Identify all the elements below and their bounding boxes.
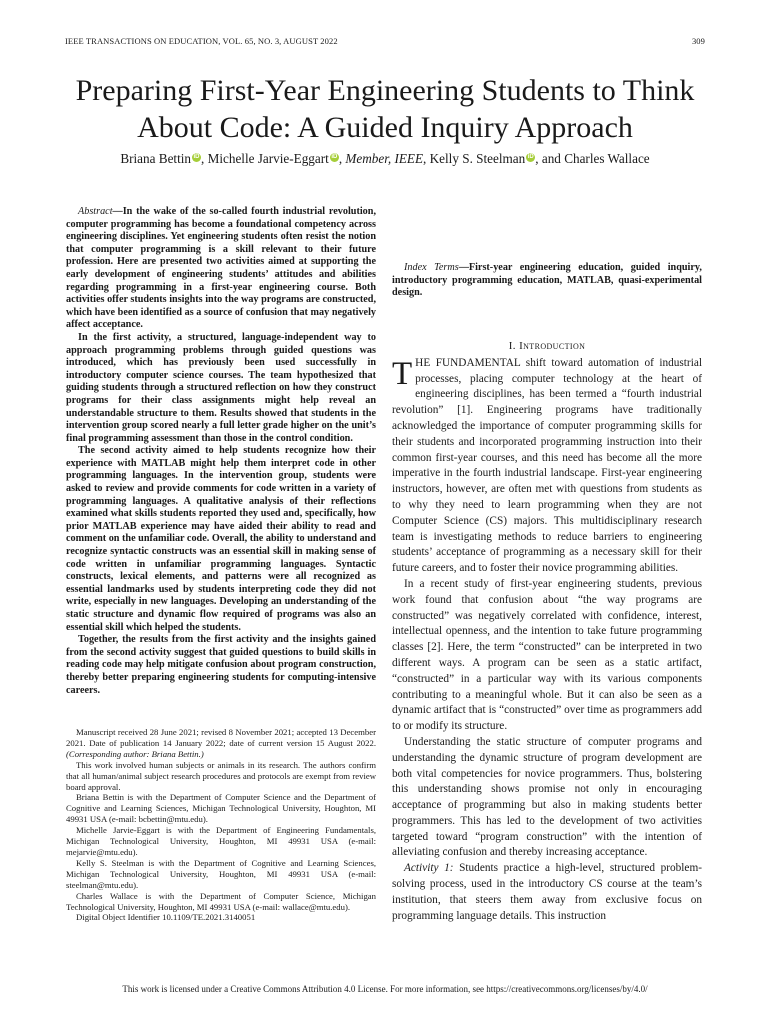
body-text: HE FUNDAMENTAL shift toward automation of industrial processes, placing computer technology at the heart of engineering disciplines, has been termed a “fourth industrial revolution” [1]. Engineering programs have traditionally acknowledged the importance of computer programming skills for their students and incorporated programming instruction into their common first-year courses, and this need has become all the more imperative in the fourth industrial landscape. First-year engineering instructors, however, are often met with questions from students as to why they need to learn programming when they are not Computer Science (CS) majors. This multidisciplinary research team is investigating methods to reduce barriers to engineering students’ acceptance of programming as a necessary skill for their future careers, and to foster their novice programming abilities. bbox=[392, 356, 702, 575]
body-paragraph bbox=[392, 861, 702, 924]
abstract-paragraph: Abstract—In the wake of the so-called fourth industrial revolution, computer programming has become a foundational competency across engineering disciplines. Yet engineering students often resist the notion that computer programming is a skill relevant to their future profession. Here are presented two activities aimed at supporting the early development of engineering students’ attitudes and abilities regarding programming in a first-year engineering course. Both activities offer students insights into the way programs are constructed, which have been identified as a source of confusion that may negatively affect acceptance. bbox=[66, 206, 376, 331]
section-title: Introduction bbox=[519, 339, 586, 352]
index-terms-text: First-year engineering education, guided inquiry, introductory programming education, MATLAB, quasi-experimental design. bbox=[392, 262, 702, 299]
left-column bbox=[66, 206, 376, 697]
body-text: Students practice a high-level, structured problem-solving process, used in the introductory CS course at the team’s institution, that steers them away from exclusive focus on programming language details. This instruction bbox=[392, 862, 702, 922]
author-membership: Member, IEEE bbox=[345, 151, 424, 166]
orcid-icon[interactable]: iD bbox=[527, 154, 534, 160]
section-heading bbox=[392, 340, 702, 352]
footnote-manuscript bbox=[66, 727, 376, 760]
index-terms: Index Terms—First-year engineering education, guided inquiry, introductory programming education, MATLAB, quasi-experimental design. bbox=[392, 262, 702, 299]
author-name: Michelle Jarvie-Eggart bbox=[207, 151, 329, 166]
right-column bbox=[392, 206, 702, 924]
footnote-affiliation: Briana Bettin is with the Department of Computer Science and the Department of Cognitive and Learning Sciences, Michigan Technological University, Houghton, MI 49931 USA (e-mail: bcbettin@mtu.edu). bbox=[66, 792, 376, 825]
running-head bbox=[65, 36, 705, 50]
corresponding-author: (Corresponding author: Briana Bettin.) bbox=[66, 748, 204, 759]
abstract-paragraph: The second activity aimed to help students recognize how their experience with MATLAB might help them interpret code in other programming languages. In the intervention group, students were asked to review and provide comments for code written in a variety of programming languages. A qualitative analysis of their reflections examined what skills students reported they used and, specifically, how prior MATLAB experience may have aided their ability to read and comment on the unfamiliar code. Overall, the ability to understand and recognize syntactic constructs was an essential skill in making sense of code written in unfamiliar programming languages. Syntactic constructs, lexical elements, and patterns were all recognized as essential landmarks used by students interpreting code they did not write, especially in new languages. Developing an understanding of the static structure and dynamic flow required of programs was also an essential skill which helped the students. bbox=[66, 445, 376, 633]
author-name: Charles Wallace bbox=[564, 151, 650, 166]
author-separator: , bbox=[201, 151, 208, 166]
abstract-paragraph: In the first activity, a structured, language-independent way to approach programming problems through guided questions was introduced, which has previously been used successfully in introductory computer science courses. The team hypothesized that guiding students through a structured reflection on how they construct programs for their class assignments might help reveal an understandable structure to them. Results showed that students in the intervention group scored nearly a full letter grade higher on the unit’s final programming assessment than those in the control condition. bbox=[66, 331, 376, 444]
author-name: Briana Bettin bbox=[120, 151, 192, 166]
footnote-ethics: This work involved human subjects or animals in its research. The authors confirm that all human/animal subject research procedures and protocols are exempt from review board approval. bbox=[66, 759, 376, 792]
body-paragraph: In a recent study of first-year engineering students, previous work found that confusion about “the way programs are constructed” was negatively correlated with confidence, interest, intellectual openness, and the intention to take future programming classes [2]. Here, the term “constructed” can be interpreted in two different ways. A program can be seen as a static artifact, “constructed” in a particular way with its various components contributing to a meaningful whole. But it can also be seen as a dynamic artifact that is “constructed” over time as programmers add to or modify its structure. bbox=[392, 577, 702, 733]
author-separator: , and bbox=[535, 151, 565, 166]
abstract-paragraph bbox=[66, 634, 376, 697]
drop-cap: T bbox=[392, 355, 413, 392]
abstract-text: Together, the results from the first activity and the insights gained from the second activity suggest that guided questions to build skills in reading code may help mitigate confusion about program construction, thereby better preparing engineering students for computing-intensive careers. bbox=[66, 634, 376, 696]
footnote-affiliation: Kelly S. Steelman is with the Department of Cognitive and Learning Sciences, Michigan Technological University, Houghton, MI 49931 USA (e-mail: steelman@mtu.edu). bbox=[66, 857, 376, 890]
footnote-affiliation: Charles Wallace is with the Department of Computer Science, Michigan Technological University, Houghton, MI 49931 USA (e-mail: wallace@mtu.edu). bbox=[66, 890, 376, 912]
footnotes bbox=[66, 727, 376, 923]
orcid-icon[interactable]: iD bbox=[331, 154, 338, 160]
author-list bbox=[40, 150, 730, 168]
index-terms-label: Index Terms bbox=[404, 262, 459, 273]
abstract-label: Abstract bbox=[78, 206, 113, 217]
author-separator: , bbox=[423, 151, 430, 166]
footnote-affiliation: Michelle Jarvie-Eggart is with the Department of Engineering Fundamentals, Michigan Technological University, Houghton, MI 49931 USA (e-mail: mejarvie@mtu.edu). bbox=[66, 825, 376, 857]
author-separator: , bbox=[338, 151, 346, 166]
paper-title: Preparing First-Year Engineering Students to Think About Code: A Guided Inquiry Approach bbox=[75, 74, 695, 144]
author-name: Kelly S. Steelman bbox=[429, 151, 526, 166]
journal-name: IEEE TRANSACTIONS ON EDUCATION, VOL. 65, NO. 3, AUGUST 2022 bbox=[65, 36, 338, 46]
body-paragraph: Understanding the static structure of computer programs and understanding the dynamic structure of program development are both vital competencies for novice programmers. Thus, bolstering this understanding shows promise not only in encouraging acceptance of programming but also in making students better programmers. This has led to the development of two activities targeted toward “program construction” with the intention of alleviating confusion and thereby increasing acceptance. bbox=[392, 735, 702, 859]
page-number: 309 bbox=[691, 36, 705, 46]
body-paragraph bbox=[392, 356, 702, 577]
license-notice: This work is licensed under a Creative Commons Attribution 4.0 License. For more information, see https://creativecommons.org/licenses/by/4.0/ bbox=[122, 984, 648, 994]
orcid-icon[interactable]: iD bbox=[193, 154, 200, 160]
abstract-text: In the wake of the so-called fourth industrial revolution, computer programming has become a foundational competency across engineering disciplines. Yet engineering students often resist the notion that computer programming is a skill relevant to their future profession. Here are presented two activities aimed at supporting the early development of engineering students’ attitudes and abilities regarding programming in a first-year engineering course. Both activities offer students insights into the way programs are constructed, which have been identified as a source of confusion that may negatively affect acceptance. bbox=[66, 206, 376, 331]
activity-label: Activity 1: bbox=[404, 862, 454, 875]
section-number: I. bbox=[508, 339, 520, 352]
footnote-doi: Digital Object Identifier 10.1109/TE.2021.3140051 bbox=[76, 912, 256, 923]
footnote-text: Manuscript received 28 June 2021; revised 8 November 2021; accepted 13 December 2021. Date of publication 14 January 2022; date of current version 15 August 2022. bbox=[66, 727, 376, 748]
